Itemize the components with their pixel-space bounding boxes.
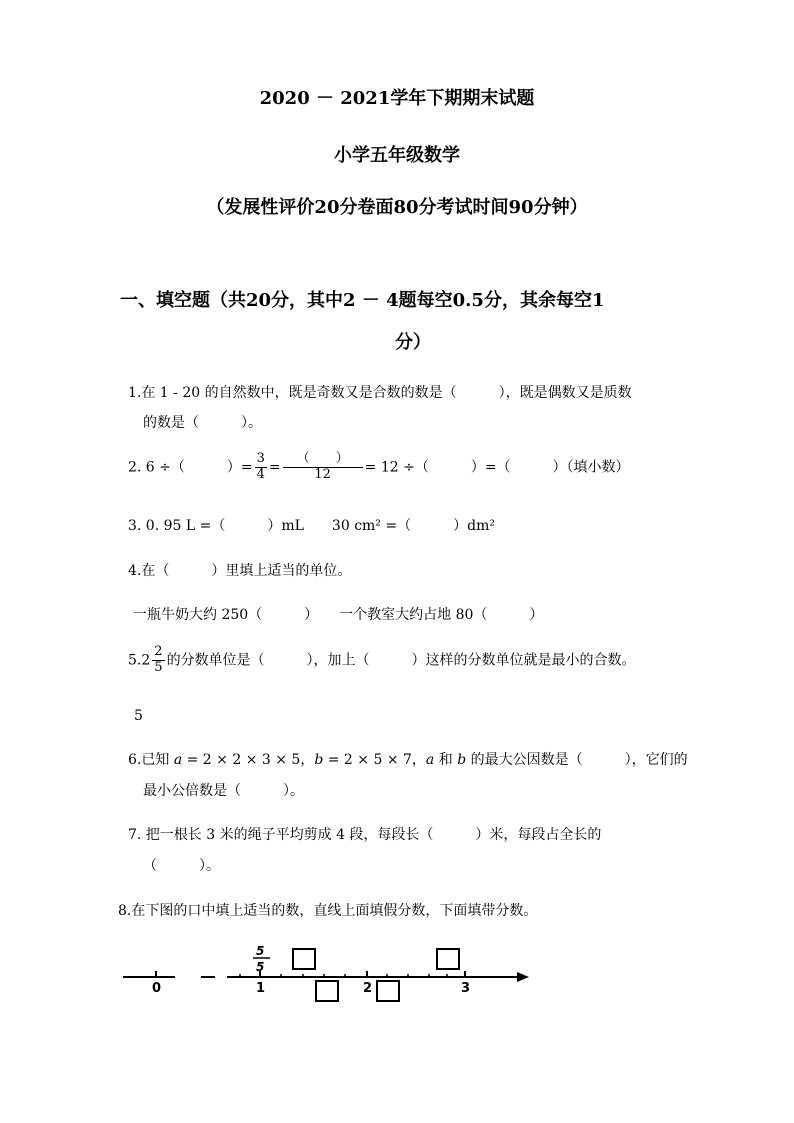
variable-b: b [314, 752, 324, 768]
fraction-denominator: 5 [154, 659, 163, 675]
text-run: 的最大公因数是（ ），它们的 [466, 752, 688, 768]
text-run: 6.已知 [128, 752, 174, 768]
mixed-number-fraction [152, 645, 164, 676]
variable-a: a [425, 752, 435, 768]
question-5-rest: 的分数单位是（ ），加上（ ）这样的分数单位就是最小的合数。 [166, 652, 636, 669]
fraction-numerator: （ ） [283, 452, 363, 468]
variable-b: b [457, 752, 467, 768]
tick-label-2: 2 [363, 981, 373, 996]
fraction-three-quarters [255, 452, 267, 483]
fraction-numerator: 2 [154, 644, 163, 659]
question-8: 8.在下图的口中填上适当的数，直线上面填假分数，下面填带分数。 [118, 903, 538, 919]
fraction-denominator: 12 [314, 466, 331, 482]
number-line-diagram [115, 935, 545, 1010]
equals-sign: = [268, 459, 281, 476]
question-5 [128, 645, 636, 676]
question-7-line2: （ ）。 [143, 858, 220, 874]
question-2-part-b: = 12 ÷（ ）=（ ）（填小数） [364, 459, 630, 476]
question-1-line1: 1.在 1 - 20 的自然数中，既是奇数又是合数的数是（ ），既是偶数又是质数 [128, 385, 632, 401]
question-6-line1 [128, 749, 688, 769]
question-1-line2: 的数是（ ）。 [143, 415, 262, 431]
mixed-number-whole: 2 [141, 652, 151, 669]
tick-label-1: 1 [256, 981, 266, 996]
tick-label-0: 0 [152, 981, 162, 996]
question-2-part-a: 2. 6 ÷（ ）= [128, 459, 253, 476]
text-run: = 2 × 2 × 3 × 5， [182, 752, 315, 768]
section-heading: 一、填空题（共20分，其中2 － 4题每空0.5分，其余每空1 [120, 290, 605, 311]
section-heading-cont: 分） [395, 332, 431, 353]
question-4-line2: 一瓶牛奶大约 250（ ） 一个教室大约占地 80（ ） [133, 607, 544, 623]
fraction-denominator: 4 [256, 466, 265, 482]
answer-box-below[interactable] [316, 981, 338, 1001]
text-run: = 2 × 5 × 7， [323, 752, 426, 768]
mixed-number [141, 645, 166, 676]
question-5-prefix: 5. [128, 652, 142, 669]
fraction-denominator: 5 [256, 960, 265, 974]
stray-digit: 5 [134, 708, 143, 724]
answer-box-below[interactable] [377, 981, 399, 1001]
question-3: 3. 0. 95 L =（ ）mL 30 cm² =（ ）dm² [128, 518, 495, 534]
text-run: 和 [434, 752, 458, 768]
exam-title: 2020 － 2021学年下期期末试题 [259, 88, 535, 109]
question-6-line2: 最小公倍数是（ ）。 [143, 783, 304, 799]
variable-a: a [173, 752, 183, 768]
question-7-line1: 7. 把一根长 3 米的绳子平均剪成 4 段，每段长（ ）米，每段占全长的 [128, 827, 602, 843]
answer-box-above[interactable] [437, 949, 459, 969]
exam-note: （发展性评价20分卷面80分考试时间90分钟） [206, 197, 588, 218]
question-2 [128, 452, 630, 483]
answer-box-above[interactable] [293, 949, 315, 969]
arrow-head-icon [517, 972, 529, 982]
fraction-blank-twelfths [283, 452, 363, 483]
exam-subtitle: 小学五年级数学 [334, 145, 460, 166]
fraction-numerator: 5 [256, 944, 265, 958]
question-4-line1: 4.在（ ）里填上适当的单位。 [128, 563, 352, 579]
tick-label-3: 3 [461, 981, 471, 996]
fraction-numerator: 3 [256, 451, 265, 466]
